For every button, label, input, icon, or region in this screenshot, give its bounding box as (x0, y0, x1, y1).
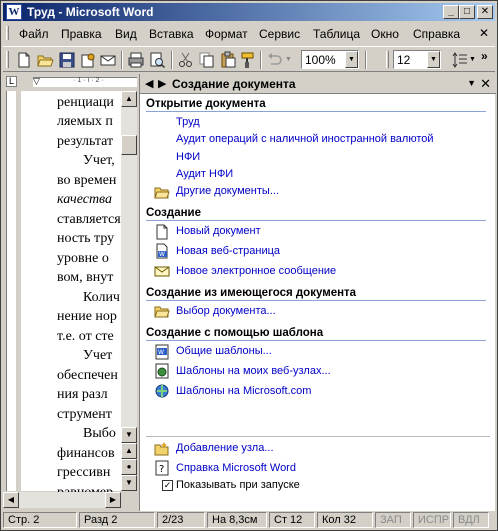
folder-icon (154, 184, 170, 200)
ruler-ticks: · 1 · ı · 2 · (73, 77, 104, 84)
browse-object-icon[interactable]: ● (121, 459, 137, 475)
document-area (3, 74, 137, 511)
toolbar-options-icon[interactable]: » (481, 49, 488, 63)
menu-insert[interactable]: Вставка (149, 27, 194, 41)
menu-tools[interactable]: Сервис (259, 27, 301, 41)
menu-table[interactable]: Таблица (313, 27, 361, 41)
doc-line: ренциаци (57, 95, 114, 110)
copy-icon[interactable] (198, 51, 216, 69)
toolbar-separator (260, 51, 262, 69)
show-at-startup-checkbox[interactable]: ✓ (163, 480, 172, 490)
choose-document-icon (154, 303, 170, 319)
menu-edit[interactable]: Правка (61, 27, 102, 41)
close-window-button[interactable]: ✕ (477, 5, 493, 19)
microsoft-com-templates-icon (154, 383, 170, 399)
doc-line: Учет, (83, 153, 115, 168)
status-bar (3, 512, 495, 529)
doc-line: уровне о (57, 251, 109, 266)
next-page-icon[interactable]: ▼ (121, 475, 137, 491)
new-web-page-link[interactable]: Новая веб-страница (176, 245, 281, 257)
toolbar-separator (171, 51, 173, 69)
status-extend-selection[interactable]: ВДЛ (453, 512, 489, 528)
menu-bar (3, 23, 495, 43)
close-document-icon[interactable]: ✕ (478, 26, 489, 40)
doc-line: ляемых п (57, 114, 113, 129)
minimize-button[interactable]: _ (443, 5, 459, 19)
doc-line: нение нор (57, 309, 117, 324)
task-pane (139, 74, 495, 511)
zoom-combo[interactable] (301, 50, 359, 69)
new-email-link[interactable]: Новое электронное сообщение (176, 265, 337, 277)
doc-line: т.е. от сте (57, 329, 114, 344)
toolbar-grip[interactable] (6, 51, 9, 68)
email-message-icon (154, 263, 170, 279)
toolbar-separator (365, 51, 367, 69)
print-preview-icon[interactable] (148, 51, 166, 69)
svg-text:?: ? (159, 464, 165, 475)
title-bar[interactable] (3, 3, 495, 21)
status-line[interactable]: Ст 12 (269, 512, 315, 528)
undo-icon[interactable] (265, 51, 283, 69)
scroll-left-icon[interactable]: ◀ (3, 492, 19, 508)
show-at-startup-label: Показывать при запуске (176, 479, 300, 491)
vertical-ruler[interactable] (3, 91, 19, 491)
status-record-macro[interactable]: ЗАП (375, 512, 411, 528)
document-page[interactable] (21, 91, 121, 491)
window-title: Труд - Microsoft Word (27, 5, 154, 19)
doc-line: Выбо (83, 426, 116, 441)
status-page-count[interactable]: 2/23 (157, 512, 205, 528)
footer-divider (146, 436, 490, 437)
chevron-down-icon[interactable]: ▼ (427, 51, 440, 68)
vertical-scrollbar[interactable] (121, 91, 137, 491)
doc-line: ния разл (57, 387, 108, 402)
doc-line: ставляется (57, 212, 121, 227)
general-templates-link[interactable]: Общие шаблоны... (176, 345, 272, 357)
zoom-value: 100% (305, 53, 336, 67)
recent-doc-link[interactable]: Аудит НФИ (176, 168, 234, 180)
task-pane-header (140, 74, 496, 94)
doc-line: Учет (83, 348, 113, 363)
web-page-icon (154, 243, 170, 259)
indent-marker-icon[interactable]: ▽ (33, 76, 40, 86)
help-icon (154, 460, 170, 476)
new-document-icon[interactable] (15, 51, 33, 69)
scroll-down-icon[interactable]: ▼ (121, 427, 137, 443)
choose-document-link[interactable]: Выбор документа... (176, 305, 276, 317)
email-icon[interactable] (99, 51, 117, 69)
previous-page-icon[interactable]: ▲ (121, 443, 137, 459)
more-documents-link[interactable]: Другие документы... (176, 185, 279, 197)
permission-icon[interactable] (79, 51, 97, 69)
section-from-template-heading: Создание с помощью шаблона (146, 327, 486, 341)
print-icon[interactable] (127, 51, 145, 69)
chevron-down-icon[interactable]: ▼ (345, 51, 358, 68)
doc-line: струмент (57, 407, 112, 422)
open-folder-icon[interactable] (36, 51, 54, 69)
doc-line: вом, внут (57, 270, 114, 285)
font-size-value: 12 (397, 53, 411, 67)
menu-format[interactable]: Формат (205, 27, 248, 41)
save-icon[interactable] (58, 51, 76, 69)
menu-view[interactable]: Вид (115, 27, 137, 41)
menu-file[interactable]: Файл (19, 27, 49, 41)
recent-doc-link[interactable]: Аудит операций с наличной иностранной валютой (176, 133, 434, 145)
section-open-heading: Открытие документа (146, 98, 486, 112)
menu-window[interactable]: Окно (371, 27, 399, 41)
standard-toolbar (3, 46, 495, 72)
add-place-icon (154, 441, 170, 457)
doc-line: финансов (57, 446, 115, 461)
recent-doc-link[interactable]: НФИ (176, 151, 201, 163)
ruler-bar[interactable] (33, 77, 137, 87)
section-create-heading: Создание (146, 207, 486, 221)
doc-line: обеспечен (57, 368, 118, 383)
doc-line: во времен (57, 173, 117, 188)
microsoft-com-templates-link[interactable]: Шаблоны на Microsoft.com (176, 385, 312, 397)
vertical-ruler-bar[interactable] (6, 91, 16, 491)
status-track-changes[interactable]: ИСПР (413, 512, 451, 528)
task-pane-menu-icon[interactable]: ▼ (467, 78, 476, 88)
recent-doc-link[interactable]: Труд (176, 116, 200, 128)
section-from-existing-heading: Создание из имеющегося документа (146, 287, 486, 301)
status-page[interactable]: Стр. 2 (3, 512, 77, 528)
scroll-up-icon[interactable]: ▲ (121, 91, 137, 107)
doc-line: Колич (83, 290, 120, 305)
tab-selector-icon[interactable]: L (6, 76, 17, 87)
scroll-thumb[interactable] (121, 135, 137, 155)
formatting-toolbar-grip[interactable] (386, 51, 389, 68)
help-link[interactable]: Справка Microsoft Word (176, 462, 296, 474)
paste-icon[interactable] (219, 51, 237, 69)
svg-text:W: W (159, 251, 165, 258)
horizontal-ruler[interactable] (3, 74, 137, 90)
back-arrow-icon[interactable]: ◀ (145, 78, 154, 90)
doc-line: грессивн (57, 465, 111, 480)
status-position[interactable]: На 8,3см (207, 512, 267, 528)
new-document-link[interactable]: Новый документ (176, 225, 261, 237)
doc-line: результат (57, 134, 114, 149)
svg-text:W: W (158, 349, 164, 356)
doc-line: ность тру (57, 231, 115, 246)
status-section[interactable]: Разд 2 (79, 512, 155, 528)
web-templates-link[interactable]: Шаблоны на моих веб-узлах... (176, 365, 331, 377)
word-app-icon[interactable]: W (6, 4, 22, 20)
task-pane-close-icon[interactable]: ✕ (480, 76, 491, 91)
add-place-link[interactable]: Добавление узла... (176, 442, 274, 454)
maximize-button[interactable]: □ (459, 5, 475, 19)
menu-help[interactable]: Справка (413, 27, 461, 41)
status-column[interactable]: Кол 32 (317, 512, 373, 528)
undo-dropdown-icon[interactable]: ▼ (285, 56, 292, 63)
doc-line: качества (57, 192, 113, 207)
font-size-combo[interactable] (393, 50, 441, 69)
forward-arrow-icon[interactable]: ▶ (158, 78, 167, 90)
toolbar-separator (121, 51, 123, 69)
web-templates-icon (154, 363, 170, 379)
horizontal-scrollbar[interactable] (3, 492, 121, 508)
task-pane-title: Создание документа (172, 77, 296, 91)
format-painter-icon[interactable] (239, 51, 257, 69)
scroll-right-icon[interactable]: ▶ (105, 492, 121, 508)
cut-icon[interactable] (177, 51, 195, 69)
general-templates-icon (154, 344, 170, 360)
line-spacing-icon[interactable] (451, 51, 469, 69)
menubar-grip[interactable] (6, 26, 9, 40)
line-spacing-dropdown-icon[interactable]: ▼ (469, 56, 476, 63)
blank-document-icon (154, 224, 170, 240)
